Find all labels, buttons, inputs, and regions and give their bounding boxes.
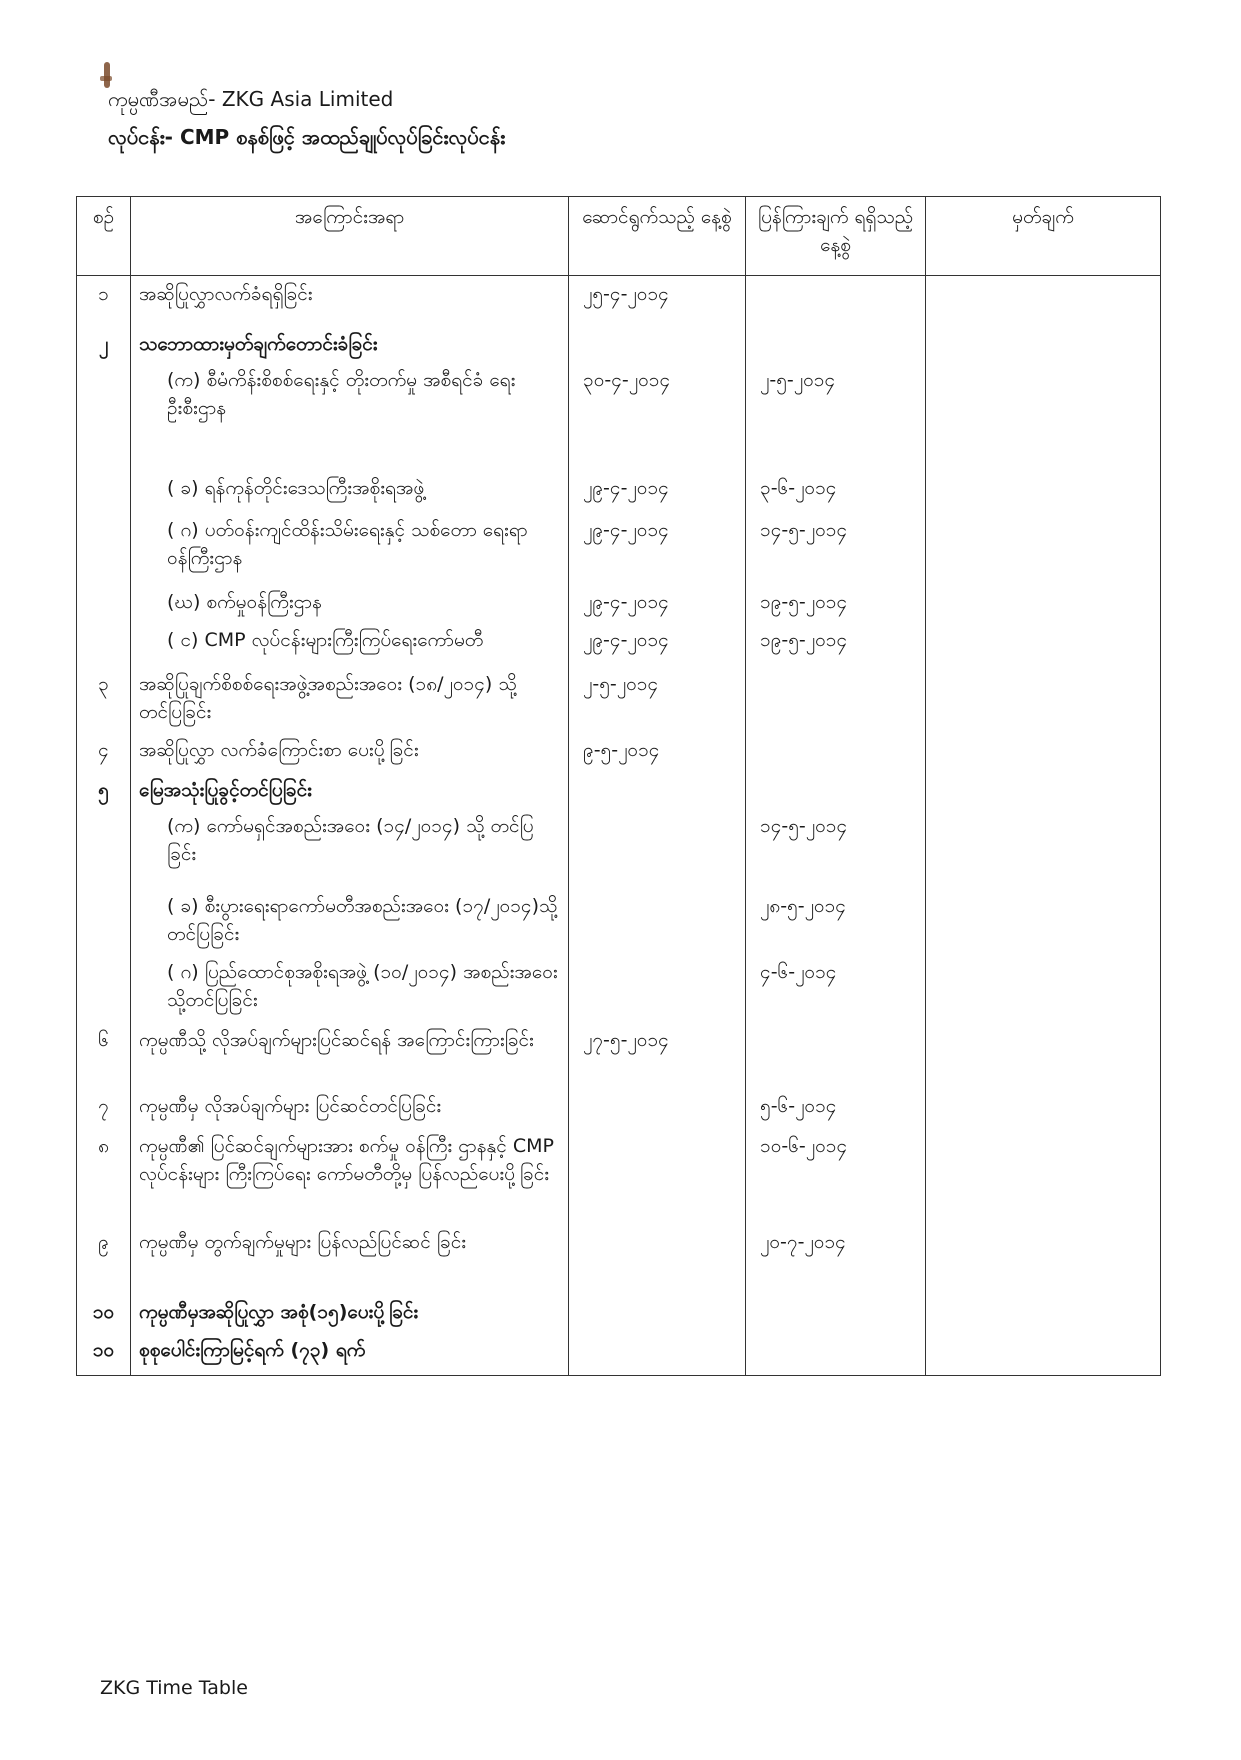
submitted-date: ၂-၅-၂၀၁၄ bbox=[569, 666, 746, 732]
submitted-date bbox=[569, 326, 746, 362]
business-title: လုပ်ငန်း- CMP စနစ်ဖြင့် အထည်ချုပ်လုပ်ခြင်းလုပ်ငန်း bbox=[108, 125, 506, 149]
table-row bbox=[77, 512, 1161, 584]
submitted-date: ၂၉-၄-၂၀၁၄ bbox=[569, 584, 746, 622]
table-row bbox=[77, 470, 1161, 512]
table-header-row bbox=[77, 197, 1161, 276]
submitted-date bbox=[569, 1128, 746, 1224]
ink-mark bbox=[104, 62, 110, 88]
submitted-date: ၂၉-၄-၂၀၁၄ bbox=[569, 512, 746, 584]
col-header-no: စဥ် bbox=[77, 197, 131, 276]
row-number: ၁၀ bbox=[77, 1294, 131, 1332]
table-row bbox=[77, 1088, 1161, 1128]
row-number: ၇ bbox=[77, 1088, 131, 1128]
table-row bbox=[77, 808, 1161, 888]
row-number: ၅ bbox=[77, 772, 131, 808]
row-description: ( ဂ) ပြည်ထောင်စုအစိုးရအဖွဲ့ (၁၀/၂၀၁၄) အစည်းအဝေးသို့တင်ပြခြင်း bbox=[131, 954, 569, 1022]
row-number: ၁ bbox=[77, 276, 131, 326]
row-description: အဆိုပြုချက်စိစစ်ရေးအဖွဲ့အစည်းအဝေး (၁၈/၂၀၁၄) သို့ တင်ပြခြင်း bbox=[131, 666, 569, 732]
table-row bbox=[77, 326, 1161, 362]
row-number bbox=[77, 470, 131, 512]
row-description: သဘောထားမှတ်ချက်တောင်းခံခြင်း bbox=[131, 326, 569, 362]
replied-date: ၁၄-၅-၂၀၁၄ bbox=[746, 512, 926, 584]
replied-date: ၅-၆-၂၀၁၄ bbox=[746, 1088, 926, 1128]
replied-date: ၂-၅-၂၀၁၄ bbox=[746, 362, 926, 470]
row-number bbox=[77, 888, 131, 954]
submitted-date: ၉-၅-၂၀၁၄ bbox=[569, 732, 746, 772]
row-description: ကုမ္ပဏီ၏ ပြင်ဆင်ချက်များအား စက်မှု ဝန်ကြီး ဌာနနှင့် CMP လုပ်ငန်းများ ကြီးကြပ်ရေး ကော်မတီတို့မှ ပြန်လည်ပေးပို့ခြင်း bbox=[131, 1128, 569, 1224]
replied-date: ၂၀-၇-၂၀၁၄ bbox=[746, 1224, 926, 1294]
submitted-date bbox=[569, 1088, 746, 1128]
replied-date bbox=[746, 772, 926, 808]
footer-label: ZKG Time Table bbox=[100, 1677, 248, 1699]
submitted-date: ၃၀-၄-၂၀၁၄ bbox=[569, 362, 746, 470]
row-remark bbox=[926, 622, 1161, 666]
row-description: မြေအသုံးပြုခွင့်တင်ပြခြင်း bbox=[131, 772, 569, 808]
replied-date bbox=[746, 1332, 926, 1376]
row-number: ၁၀ bbox=[77, 1332, 131, 1376]
row-remark bbox=[926, 666, 1161, 732]
row-remark bbox=[926, 326, 1161, 362]
row-number bbox=[77, 808, 131, 888]
row-remark bbox=[926, 362, 1161, 470]
row-description: ကုမ္ပဏီသို့ လိုအပ်ချက်များပြင်ဆင်ရန် အကြောင်းကြားခြင်း bbox=[131, 1022, 569, 1088]
submitted-date bbox=[569, 954, 746, 1022]
row-remark bbox=[926, 512, 1161, 584]
timeline-table bbox=[76, 196, 1161, 1376]
row-remark bbox=[926, 888, 1161, 954]
table-row bbox=[77, 1128, 1161, 1224]
row-number: ၃ bbox=[77, 666, 131, 732]
table-row bbox=[77, 772, 1161, 808]
row-description: အဆိုပြုလွှာလက်ခံရရှိခြင်း bbox=[131, 276, 569, 326]
table-row bbox=[77, 362, 1161, 470]
row-description: ( ခ) စီးပွားရေးရာကော်မတီအစည်းအဝေး (၁၇/၂၀၁၄)သို့ တင်ပြခြင်း bbox=[131, 888, 569, 954]
row-number bbox=[77, 512, 131, 584]
row-number: ၈ bbox=[77, 1128, 131, 1224]
replied-date bbox=[746, 1022, 926, 1088]
replied-date: ၁၉-၅-၂၀၁၄ bbox=[746, 622, 926, 666]
row-remark bbox=[926, 1088, 1161, 1128]
row-remark bbox=[926, 954, 1161, 1022]
row-number: ၄ bbox=[77, 732, 131, 772]
submitted-date bbox=[569, 888, 746, 954]
replied-date bbox=[746, 1294, 926, 1332]
row-number: ၉ bbox=[77, 1224, 131, 1294]
row-number: ၂ bbox=[77, 326, 131, 362]
submitted-date: ၂၅-၄-၂၀၁၄ bbox=[569, 276, 746, 326]
row-number bbox=[77, 584, 131, 622]
table-row bbox=[77, 1294, 1161, 1332]
row-remark bbox=[926, 1128, 1161, 1224]
col-header-submitted: ဆောင်ရွက်သည့် နေ့စွဲ bbox=[569, 197, 746, 276]
row-description: ကုမ္ပဏီမှ လိုအပ်ချက်များ ပြင်ဆင်တင်ပြခြင်း bbox=[131, 1088, 569, 1128]
row-remark bbox=[926, 732, 1161, 772]
col-header-replied: ပြန်ကြားချက် ရရှိသည့် နေ့စွဲ bbox=[746, 197, 926, 276]
submitted-date: ၂၉-၄-၂၀၁၄ bbox=[569, 470, 746, 512]
table-row bbox=[77, 732, 1161, 772]
row-number bbox=[77, 622, 131, 666]
replied-date: ၁၄-၅-၂၀၁၄ bbox=[746, 808, 926, 888]
table-body bbox=[77, 276, 1161, 1376]
row-description: အဆိုပြုလွှာ လက်ခံကြောင်းစာ ပေးပို့ခြင်း bbox=[131, 732, 569, 772]
row-description: ( ခ) ရန်ကုန်တိုင်းဒေသကြီးအစိုးရအဖွဲ့ bbox=[131, 470, 569, 512]
ink-mark-smear bbox=[100, 76, 112, 81]
replied-date: ၂၈-၅-၂၀၁၄ bbox=[746, 888, 926, 954]
submitted-date bbox=[569, 1224, 746, 1294]
table-row bbox=[77, 954, 1161, 1022]
table-row bbox=[77, 1332, 1161, 1376]
submitted-date: ၂၇-၅-၂၀၁၄ bbox=[569, 1022, 746, 1088]
row-description: ကုမ္ပဏီမှအဆိုပြုလွှာ အစုံ(၁၅)ပေးပို့ခြင်း bbox=[131, 1294, 569, 1332]
row-remark bbox=[926, 1332, 1161, 1376]
row-description: ( ဂ) ပတ်ဝန်းကျင်ထိန်းသိမ်းရေးနှင့် သစ်တော ရေးရာဝန်ကြီးဌာန bbox=[131, 512, 569, 584]
row-description: (က) ကော်မရှင်အစည်းအဝေး (၁၄/၂၀၁၄) သို့ တင်ပြခြင်း bbox=[131, 808, 569, 888]
row-remark bbox=[926, 1022, 1161, 1088]
submitted-date bbox=[569, 808, 746, 888]
row-remark bbox=[926, 772, 1161, 808]
row-remark bbox=[926, 1294, 1161, 1332]
replied-date bbox=[746, 276, 926, 326]
row-remark bbox=[926, 808, 1161, 888]
row-description: စုစုပေါင်းကြာမြင့်ရက် (၇၃) ရက် bbox=[131, 1332, 569, 1376]
col-header-remark: မှတ်ချက် bbox=[926, 197, 1161, 276]
company-name: ကုမ္ပဏီအမည်- ZKG Asia Limited bbox=[108, 87, 394, 111]
table-row bbox=[77, 1022, 1161, 1088]
row-description: (ဃ) စက်မှုဝန်ကြီးဌာန bbox=[131, 584, 569, 622]
table-row bbox=[77, 1224, 1161, 1294]
table-row bbox=[77, 276, 1161, 326]
table-row bbox=[77, 622, 1161, 666]
row-remark bbox=[926, 276, 1161, 326]
row-number bbox=[77, 954, 131, 1022]
row-number bbox=[77, 362, 131, 470]
col-header-desc: အကြောင်းအရာ bbox=[131, 197, 569, 276]
row-description: ကုမ္ပဏီမှ တွက်ချက်မှုများ ပြန်လည်ပြင်ဆင် ခြင်း bbox=[131, 1224, 569, 1294]
row-remark bbox=[926, 1224, 1161, 1294]
table-row bbox=[77, 666, 1161, 732]
replied-date: ၃-၆-၂၀၁၄ bbox=[746, 470, 926, 512]
replied-date bbox=[746, 732, 926, 772]
submitted-date: ၂၉-၄-၂၀၁၄ bbox=[569, 622, 746, 666]
row-number: ၆ bbox=[77, 1022, 131, 1088]
submitted-date bbox=[569, 1332, 746, 1376]
row-remark bbox=[926, 584, 1161, 622]
table-row bbox=[77, 584, 1161, 622]
replied-date: ၄-၆-၂၀၁၄ bbox=[746, 954, 926, 1022]
submitted-date bbox=[569, 1294, 746, 1332]
row-description: ( င) CMP လုပ်ငန်းများကြီးကြပ်ရေးကော်မတီ bbox=[131, 622, 569, 666]
submitted-date bbox=[569, 772, 746, 808]
row-description: (က) စီမံကိန်းစိစစ်ရေးနှင့် တိုးတက်မှု အစီရင်ခံ ရေးဦးစီးဌာန bbox=[131, 362, 569, 470]
replied-date: ၁၉-၅-၂၀၁၄ bbox=[746, 584, 926, 622]
replied-date bbox=[746, 326, 926, 362]
replied-date bbox=[746, 666, 926, 732]
row-remark bbox=[926, 470, 1161, 512]
table-row bbox=[77, 888, 1161, 954]
replied-date: ၁၀-၆-၂၀၁၄ bbox=[746, 1128, 926, 1224]
